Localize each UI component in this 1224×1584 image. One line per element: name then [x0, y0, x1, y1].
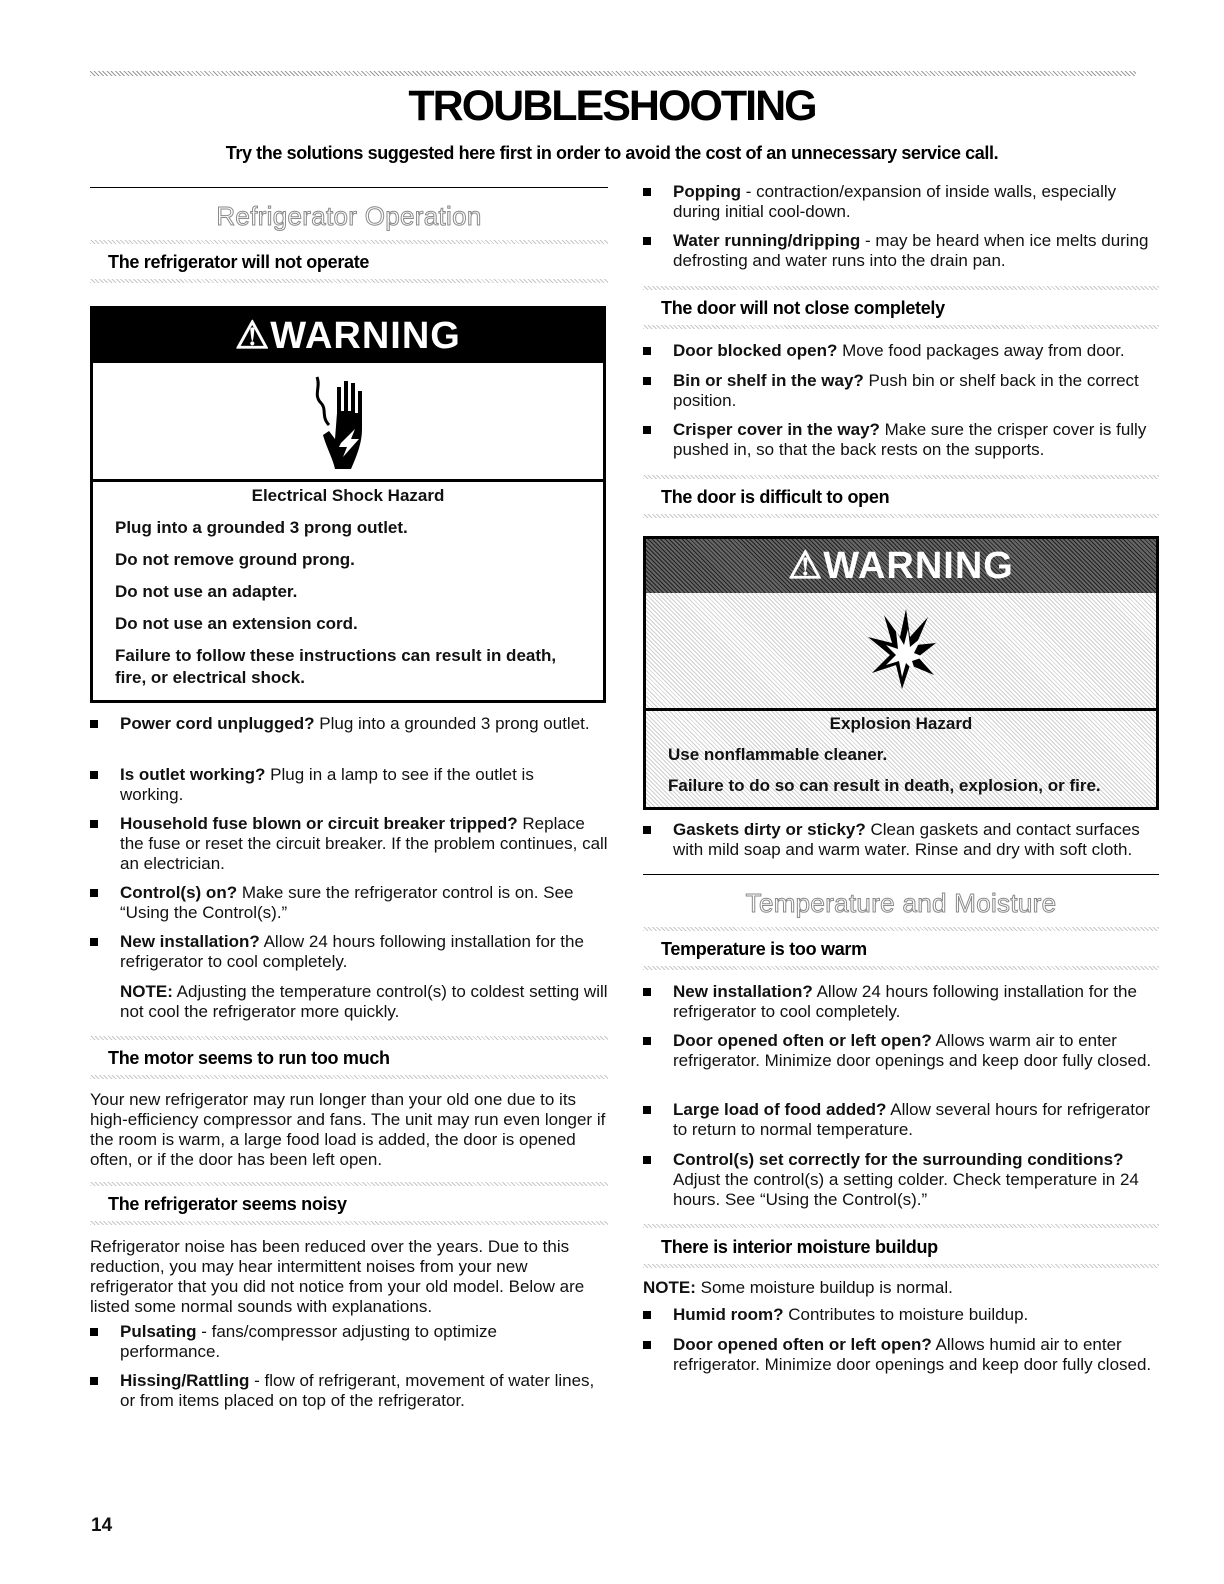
list-item-text: [673, 982, 1153, 1022]
list-item-question: Large load of food added?: [673, 1100, 887, 1119]
subsection-rule: [90, 1221, 608, 1225]
list-item-answer: Replace the fuse or reset the circuit breaker. If the problem continues, call an electrician.: [120, 814, 608, 873]
bullet-square: [643, 1106, 651, 1114]
subsection-heading-too-warm: Temperature is too warm: [661, 939, 867, 959]
list-item-question: New installation?: [673, 982, 813, 1001]
warning-header: ⚠WARNING: [93, 309, 603, 363]
bullet-square: [90, 938, 98, 946]
list-item-text: [120, 883, 600, 923]
note-paragraph: [120, 982, 608, 1022]
subsection-heading-moisture: There is interior moisture buildup: [661, 1237, 938, 1257]
warning-box-explosion: [643, 536, 1159, 810]
bullet-square: [643, 1311, 651, 1319]
list-item-text: [673, 231, 1153, 271]
list-item-question: Control(s) on?: [120, 883, 238, 902]
warning-icon-area: [93, 363, 603, 482]
list-item-question: Bin or shelf in the way?: [673, 371, 864, 390]
bullet-square: [643, 377, 651, 385]
list-item-text: [120, 1322, 600, 1362]
list-item-question: Humid room?: [673, 1305, 784, 1324]
bullet-square: [643, 347, 651, 355]
list-item-text: [120, 714, 600, 734]
list-item-question: Popping: [673, 182, 741, 201]
list-item-question: Is outlet working?: [120, 765, 266, 784]
list-item-question: Crisper cover in the way?: [673, 420, 880, 439]
subsection-rule: [643, 475, 1159, 479]
list-item-answer: Move food packages away from door.: [837, 341, 1125, 360]
section-heading-temperature-moisture: Temperature and Moisture: [745, 888, 1057, 918]
warning-hazard-title: Explosion Hazard: [829, 714, 973, 733]
bullet-square: [643, 237, 651, 245]
list-item-text: [120, 765, 600, 805]
bullet-square: [643, 426, 651, 434]
list-item-answer: Allow 24 hours following installation for the refrigerator to cool completely.: [120, 932, 584, 971]
warning-line: Use nonflammable cleaner.: [668, 745, 888, 764]
bullet-square: [90, 720, 98, 728]
note-label: NOTE:: [120, 982, 173, 1001]
list-item-question: Hissing/Rattling: [120, 1371, 250, 1390]
list-item-question: Control(s) set correctly for the surrounding conditions?: [673, 1150, 1124, 1169]
list-item-text: [673, 1335, 1153, 1375]
list-item-text: [673, 820, 1159, 860]
subsection-rule: [90, 279, 608, 283]
list-item-answer: Make sure the refrigerator control is on. See “Using the Control(s).”: [120, 883, 574, 922]
warning-line: Failure to do so can result in death, explosion, or fire.: [668, 776, 1101, 795]
warning-line: Do not remove ground prong.: [115, 550, 355, 569]
bullet-square: [90, 820, 98, 828]
bullet-square: [643, 1156, 651, 1164]
list-item-text: [120, 1371, 600, 1411]
subsection-heading-motor: The motor seems to run too much: [108, 1048, 390, 1068]
list-item-text: [673, 1150, 1159, 1210]
bullet-square: [643, 988, 651, 996]
subsection-rule: [643, 966, 1159, 970]
warning-line: Do not use an extension cord.: [115, 614, 358, 633]
subsection-rule: [643, 1264, 1159, 1268]
subsection-rule: [90, 1075, 608, 1079]
list-item-answer: - flow of refrigerant, movement of water lines, or from items placed on top of the refrigerator.: [120, 1371, 595, 1410]
list-item-question: New installation?: [120, 932, 260, 951]
warning-line: Failure to follow these instructions can result in death, fire, or electrical shock.: [115, 646, 557, 687]
list-item-text: [120, 932, 600, 972]
list-item-text: [673, 1031, 1153, 1071]
list-item-question: Pulsating: [120, 1322, 197, 1341]
bullet-square: [643, 1037, 651, 1045]
list-item-answer: Allows humid air to enter refrigerator. Minimize door openings and keep door fully closed.: [673, 1335, 1152, 1374]
list-item-answer: Allow 24 hours following installation for the refrigerator to cool completely.: [673, 982, 1137, 1021]
list-item-answer: Allows warm air to enter refrigerator. Minimize door openings and keep door fully closed.: [673, 1031, 1152, 1070]
bullet-square: [643, 1341, 651, 1349]
section-rule: [643, 874, 1159, 875]
note-label: NOTE:: [643, 1278, 696, 1297]
list-item-answer: Push bin or shelf back in the correct position.: [673, 371, 1139, 410]
subsection-heading-not-operate: The refrigerator will not operate: [108, 252, 370, 272]
list-item-question: Door opened often or left open?: [673, 1031, 932, 1050]
note-text: Adjusting the temperature control(s) to coldest setting will not cool the refrigerator more quickly.: [120, 982, 608, 1021]
list-item-text: [673, 1305, 1153, 1325]
top-rule: [90, 71, 1136, 76]
list-item-answer: Plug into a grounded 3 prong outlet.: [314, 714, 590, 733]
warning-line: Do not use an adapter.: [115, 582, 298, 601]
note-text: Some moisture buildup is normal.: [695, 1278, 953, 1297]
bullet-square: [643, 826, 651, 834]
subsection-rule: [90, 240, 608, 244]
warning-hazard-title: Electrical Shock Hazard: [251, 486, 445, 505]
list-item-question: Power cord unplugged?: [120, 714, 315, 733]
subsection-rule: [643, 514, 1159, 518]
subsection-rule: [643, 927, 1159, 931]
list-item-text: [673, 341, 1159, 361]
bullet-square: [90, 1328, 98, 1336]
noisy-paragraph: Refrigerator noise has been reduced over the years. Due to this reduction, you may hear intermittent noises from your new refrigerator that you did not notice from your old model. Below are listed some normal sounds with explanations.: [90, 1237, 585, 1316]
list-item-question: Water running/dripping: [673, 231, 861, 250]
list-item-answer: Contributes to moisture buildup.: [783, 1305, 1029, 1324]
page-subtitle: Try the solutions suggested here first in order to avoid the cost of an unnecessary service call.: [225, 143, 999, 163]
bullet-square: [90, 771, 98, 779]
subsection-rule: [643, 286, 1159, 290]
warning-box-electrical-shock: [90, 306, 606, 703]
list-item-text: [673, 182, 1153, 222]
page-title: TROUBLESHOOTING: [408, 82, 816, 130]
bullet-square: [90, 889, 98, 897]
warning-icon-area: [646, 593, 1156, 711]
bullet-square: [643, 188, 651, 196]
explosion-icon: [866, 607, 938, 691]
subsection-rule: [643, 1224, 1159, 1228]
list-item-question: Door blocked open?: [673, 341, 838, 360]
page-number: 14: [91, 1515, 113, 1536]
section-heading-refrigerator-operation: Refrigerator Operation: [216, 201, 482, 231]
warning-header: ⚠WARNING: [646, 539, 1156, 593]
subsection-heading-door-close: The door will not close completely: [661, 298, 945, 318]
electrical-shock-icon: [311, 373, 387, 473]
bullet-square: [90, 1377, 98, 1385]
list-item-question: Gaskets dirty or sticky?: [673, 820, 866, 839]
list-item-answer: Allow several hours for refrigerator to return to normal temperature.: [673, 1100, 1151, 1139]
list-item-answer: - contraction/expansion of inside walls, especially during initial cool-down.: [673, 182, 1117, 221]
subsection-rule: [90, 1182, 608, 1186]
list-item-answer: - fans/compressor adjusting to optimize performance.: [120, 1322, 497, 1361]
list-item-answer: - may be heard when ice melts during defrosting and water runs into the drain pan.: [673, 231, 1149, 270]
list-item-answer: Clean gaskets and contact surfaces with mild soap and warm water. Rinse and dry with soft cloth.: [673, 820, 1140, 859]
section-rule: [90, 187, 608, 188]
subsection-rule: [90, 1036, 608, 1040]
subsection-heading-door-open: The door is difficult to open: [661, 487, 890, 507]
list-item-text: [120, 814, 608, 874]
motor-paragraph: Your new refrigerator may run longer than your old one due to its high-efficiency compressor and fans. The unit may run even longer if the room is warm, a large food load is added, the door is opened often, or if the door has been left open.: [90, 1090, 606, 1169]
note-paragraph: [643, 1278, 1159, 1298]
list-item-text: [673, 371, 1159, 411]
list-item-text: [673, 1100, 1153, 1140]
list-item-answer: Adjust the control(s) a setting colder. Check temperature in 24 hours. See “Using the Control(s).”: [673, 1170, 1139, 1209]
subsection-heading-noisy: The refrigerator seems noisy: [108, 1194, 347, 1214]
list-item-answer: Plug in a lamp to see if the outlet is working.: [120, 765, 534, 804]
warning-line: Plug into a grounded 3 prong outlet.: [115, 518, 408, 537]
list-item-question: Door opened often or left open?: [673, 1335, 932, 1354]
list-item-question: Household fuse blown or circuit breaker tripped?: [120, 814, 518, 833]
list-item-answer: Make sure the crisper cover is fully pushed in, so that the back rests on the supports.: [673, 420, 1147, 459]
subsection-rule: [643, 325, 1159, 329]
list-item-text: [673, 420, 1159, 460]
